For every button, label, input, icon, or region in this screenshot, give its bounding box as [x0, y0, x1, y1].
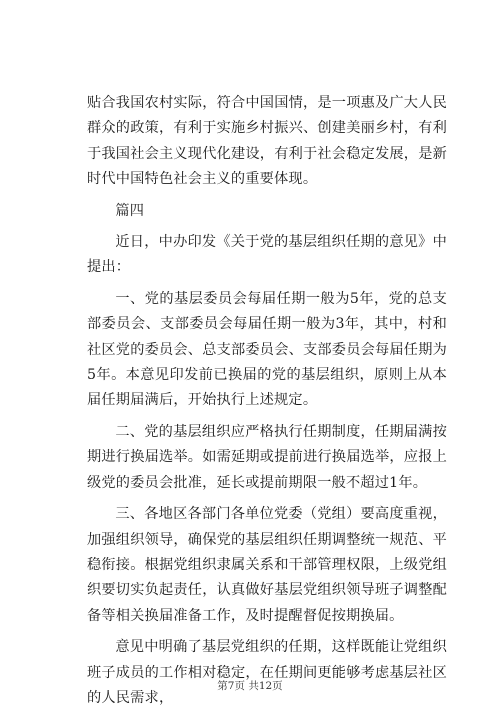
document-body: [87, 91, 447, 717]
paragraph-continuation: 贴合我国农村实际，符合中国国情，是一项惠及广大人民群众的政策，有利于实施乡村振兴、创建美丽乡村，有利于我国社会主义现代化建设，有利于社会稳定发展，是新时代中国特色社会主义的重要体现。: [87, 95, 447, 188]
paragraph-item-2: 二、党的基层组织应严格执行任期制度，任期届满按期进行换届选举。如需延期或提前进行换届选举，应报上级党的委员会批准，延长或提前期限一般不超过1年。: [87, 423, 447, 491]
paragraph-commentary: 意见中明确了基层党组织的任期，这样既能让党组织班子成员的工作相对稳定，在任期间更能够考虑基层社区的人民需求，: [87, 639, 447, 706]
page-number-footer: 第7页 共12页: [217, 680, 283, 692]
paragraph-item-3: 三、各地区各部门各单位党委（党组）要高度重视，加强组织领导，确保党的基层组织任期调整统一规范、平稳衔接。根据党组织隶属关系和干部管理权限，上级党组织要切实负起责任，认真做好基层党组织领导班子调整配备等相关换届准备工作，及时提醒督促按期换届。: [87, 506, 447, 624]
paragraph-item-1: 一、党的基层委员会每届任期一般为5年，党的总支部委员会、支部委员会每届任期一般为3年，其中，村和社区党的委员会、总支部委员会、支部委员会每届任期为5年。本意见印发前已换届的党的基层组织，原则上从本届任期届满后，开始执行上述规定。: [87, 290, 447, 409]
paragraph-intro: 近日，中办印发《关于党的基层组织任期的意见》中提出：: [87, 234, 447, 276]
section-heading: 篇四: [115, 202, 145, 219]
